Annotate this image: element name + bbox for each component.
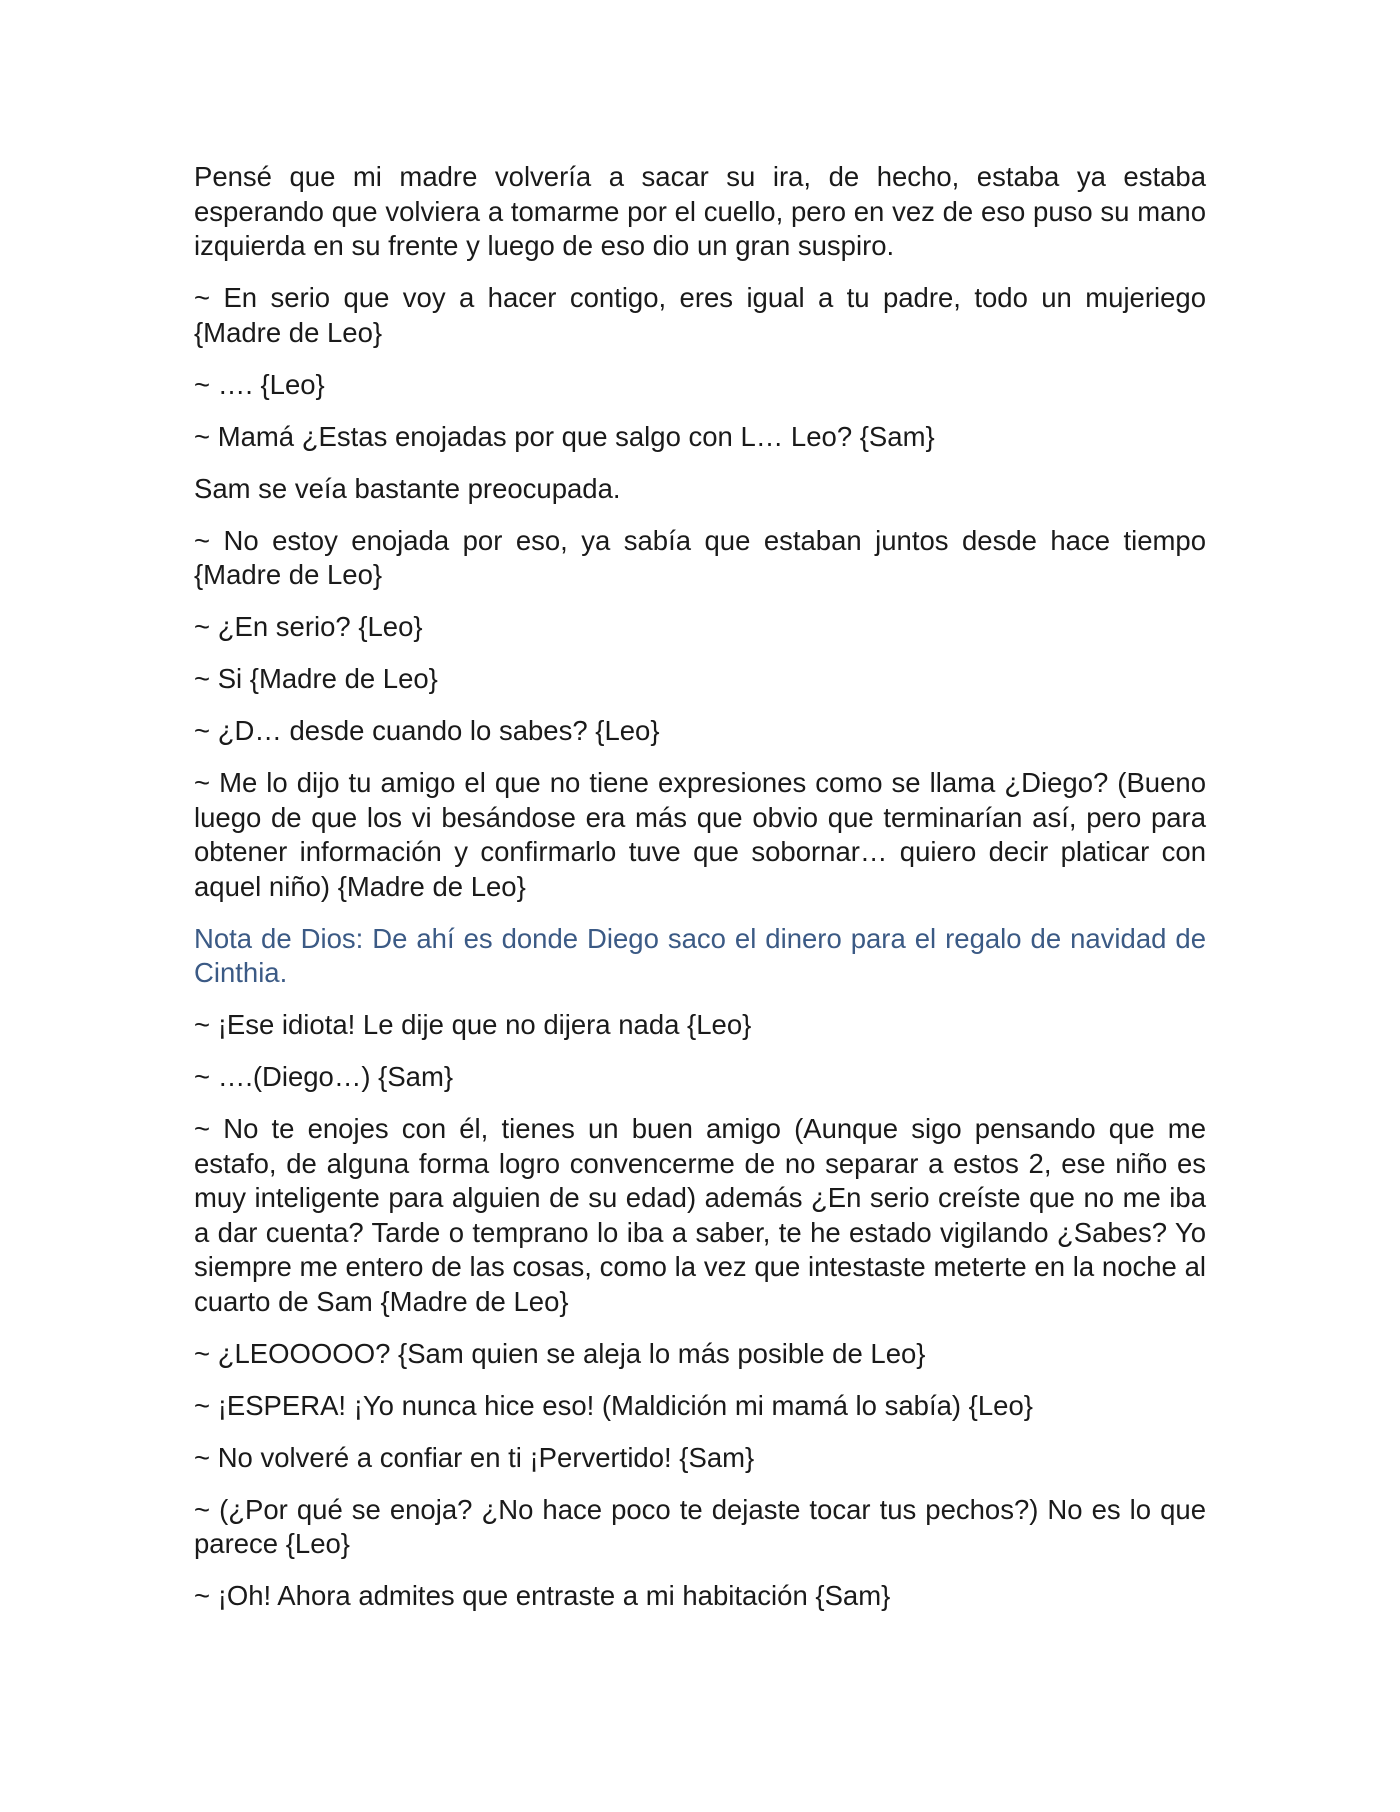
dialogue-line: ~ ¿En serio? {Leo} bbox=[194, 611, 423, 642]
dialogue-line: ~ ….(Diego…) {Sam} bbox=[194, 1061, 454, 1092]
dialogue-line: ~ No estoy enojada por eso, ya sabía que estaban juntos desde hace tiempo {Madre de Leo} bbox=[194, 524, 1206, 590]
author-note: Nota de Dios: De ahí es donde Diego saco el dinero para el regalo de navidad de Cinthia. bbox=[194, 922, 1206, 988]
dialogue-line: ~ Me lo dijo tu amigo el que no tiene expresiones como se llama ¿Diego? (Bueno luego de que los vi besándose era más que obvio que terminarían así, pero para obtener información y confirmarlo tuve que sobornar… quiero decir platicar con aquel niño) {Madre de Leo} bbox=[194, 767, 1206, 902]
dialogue-line: ~ Si {Madre de Leo} bbox=[194, 663, 438, 694]
dialogue-line: ~ ¡Oh! Ahora admites que entraste a mi habitación {Sam} bbox=[194, 1580, 891, 1611]
dialogue-line: ~ …. {Leo} bbox=[194, 368, 325, 400]
dialogue-line: ~ ¡ESPERA! ¡Yo nunca hice eso! (Maldición mi mamá lo sabía) {Leo} bbox=[194, 1389, 1033, 1421]
dialogue-line: ~ ¿D… desde cuando lo sabes? {Leo} bbox=[194, 715, 660, 746]
narration-paragraph: Pensé que mi madre volvería a sacar su ira, de hecho, estaba ya estaba esperando que volviera a tomarme por el cuello, pero en vez de eso puso su mano izquierda en su frente y luego de eso dio un gran suspiro. bbox=[194, 161, 1206, 261]
dialogue-line: ~ Mamá ¿Estas enojadas por que salgo con L… Leo? {Sam} bbox=[194, 420, 935, 452]
dialogue-line: ~ ¡Ese idiota! Le dije que no dijera nada {Leo} bbox=[194, 1009, 752, 1040]
dialogue-line: ~ ¿LEOOOOO? {Sam quien se aleja lo más posible de Leo} bbox=[194, 1337, 926, 1369]
dialogue-line: ~ No volveré a confiar en ti ¡Pervertido! {Sam} bbox=[194, 1441, 755, 1473]
dialogue-line: ~ No te enojes con él, tienes un buen amigo (Aunque sigo pensando que me estafo, de alguna forma logro convencerme de no separar a estos 2, ese niño es muy inteligente para alguien de su edad) además ¿En serio creíste que no me iba a dar cuenta? Tarde o temprano lo iba a saber, te he estado vigilando ¿Sabes? Yo siempre me entero de las cosas, como la vez que intestaste meterte en la noche al cuarto de Sam {Madre de Leo} bbox=[194, 1113, 1206, 1317]
narration-paragraph: Sam se veía bastante preocupada. bbox=[194, 472, 621, 504]
document-body bbox=[194, 160, 1206, 1631]
dialogue-line: ~ En serio que voy a hacer contigo, eres igual a tu padre, todo un mujeriego {Madre de Leo} bbox=[194, 282, 1206, 348]
dialogue-line: ~ (¿Por qué se enoja? ¿No hace poco te dejaste tocar tus pechos?) No es lo que parece {Leo} bbox=[194, 1493, 1206, 1559]
